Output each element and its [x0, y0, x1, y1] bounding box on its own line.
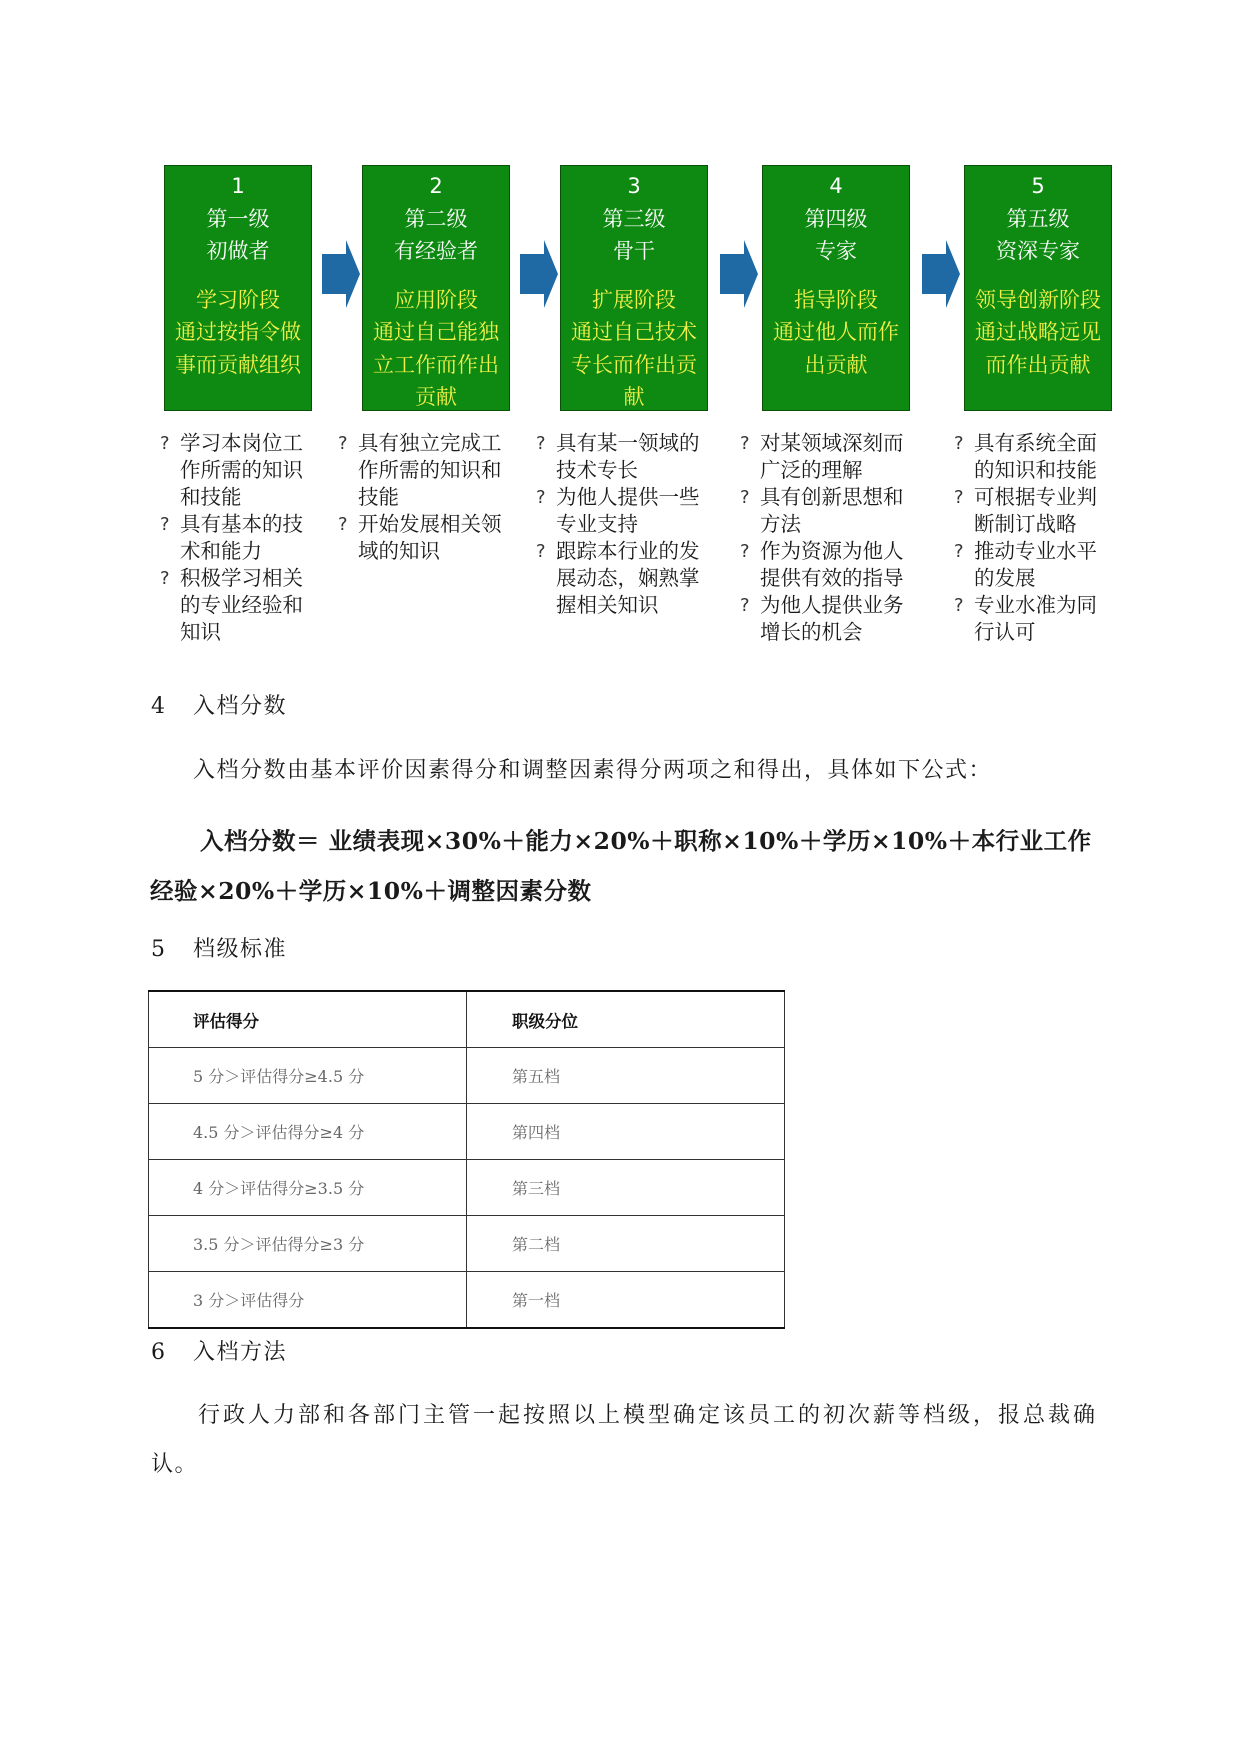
level-title: 初做者: [206, 239, 270, 263]
stage-line: 指导阶段: [794, 287, 878, 312]
level-box-1: [164, 165, 312, 411]
stage-line: 通过按指令做: [175, 320, 301, 344]
bullet-marker: ?: [338, 433, 348, 454]
list-item: ? 跟踪本行业的发 展动态，娴熟掌 握相关知识: [536, 539, 700, 617]
stage-line: 献: [623, 385, 645, 409]
level-number: 5: [1031, 174, 1045, 198]
list-item: ? 为他人提供一些 专业支持: [536, 485, 700, 536]
table-cell: 第四档: [467, 1104, 785, 1160]
paragraph: 行政人力部和各部门主管一起按照以上模型确定该员工的初次薪等档级，报总裁确: [198, 1403, 1099, 1428]
stage-line: 事而贡献组织: [175, 352, 301, 377]
list-item: ? 为他人提供业务 增长的机会: [740, 593, 904, 644]
stage-line: 通过他人而作: [773, 320, 899, 344]
level-title: 有经验者: [394, 239, 478, 263]
section-number: 4: [151, 694, 165, 719]
bullet-marker: ?: [160, 514, 170, 535]
level-number: 3: [627, 174, 641, 198]
list-item: ? 专业水准为同 行认可: [954, 593, 1097, 644]
bullet-marker: ?: [954, 541, 964, 562]
bullet-marker: ?: [740, 433, 750, 454]
table-cell: 4 分＞评估得分≥3.5 分: [149, 1160, 467, 1216]
formula: [150, 816, 1110, 916]
level-title: 专家: [815, 239, 857, 263]
stage-line: 贡献: [415, 385, 457, 409]
level-name: 第二级: [404, 206, 468, 231]
right-arrow-icon: [720, 240, 758, 308]
level-number: 4: [829, 174, 843, 198]
table-row: [149, 1104, 785, 1160]
stage-line: 扩展阶段: [592, 287, 676, 312]
level-number: 1: [231, 174, 245, 198]
section-heading: 入档分数: [193, 694, 288, 719]
formula-line: 经验×20%＋学历×10%＋调整因素分数: [150, 877, 592, 905]
level-name: 第五级: [1006, 206, 1070, 231]
stage-line: 而作出贡献: [985, 352, 1091, 377]
list-item: ? 作为资源为他人 提供有效的指导: [740, 539, 904, 590]
bullet-marker: ?: [338, 514, 348, 535]
table-row: [149, 1160, 785, 1216]
list-item: ? 具有独立完成工 作所需的知识和 技能: [338, 431, 502, 509]
right-arrow-icon: [922, 240, 960, 308]
table-row: [149, 1048, 785, 1104]
table-cell: 3.5 分＞评估得分≥3 分: [149, 1216, 467, 1272]
right-arrow-icon: [322, 240, 360, 308]
level-4-bullets: [740, 430, 920, 646]
table-cell: 3 分＞评估得分: [149, 1272, 467, 1329]
list-item: ? 具有系统全面 的知识和技能: [954, 431, 1097, 482]
list-item: ? 可根据专业判 断制订战略: [954, 485, 1097, 536]
stage-line: 通过战略远见: [975, 320, 1101, 344]
level-name: 第四级: [804, 206, 868, 231]
section-heading: 入档方法: [193, 1340, 288, 1365]
bullet-marker: ?: [536, 487, 546, 508]
column-header: 职级分位: [467, 991, 785, 1048]
bullet-marker: ?: [954, 595, 964, 616]
bullet-marker: ?: [954, 487, 964, 508]
bullet-marker: ?: [160, 568, 170, 589]
bullet-marker: ?: [954, 433, 964, 454]
stage-line: 通过自己技术: [571, 320, 697, 344]
bullet-marker: ?: [160, 433, 170, 454]
level-box-4: [762, 165, 910, 411]
table-cell: 5 分＞评估得分≥4.5 分: [149, 1048, 467, 1104]
stage-line: 学习阶段: [196, 287, 280, 312]
list-item: ? 具有某一领域的 技术专长: [536, 431, 700, 482]
level-2-bullets: [338, 430, 518, 565]
level-title: 资深专家: [996, 239, 1080, 263]
level-1-bullets: [160, 430, 320, 646]
table-row: [149, 1216, 785, 1272]
section-number: 6: [151, 1340, 165, 1365]
bullet-marker: ?: [740, 541, 750, 562]
paragraph: 入档分数由基本评价因素得分和调整因素得分两项之和得出，具体如下公式：: [193, 758, 993, 783]
level-5-bullets: [954, 430, 1124, 646]
bullet-marker: ?: [740, 595, 750, 616]
table-row: [149, 1272, 785, 1329]
table-header-row: [149, 991, 785, 1048]
level-box-2: [362, 165, 510, 411]
column-header: 评估得分: [149, 991, 467, 1048]
stage-line: 领导创新阶段: [975, 287, 1101, 312]
level-number: 2: [429, 174, 443, 198]
stage-line: 出贡献: [804, 352, 868, 377]
list-item: ? 学习本岗位工 作所需的知识 和技能: [160, 431, 303, 509]
list-item: ? 具有创新思想和 方法: [740, 485, 904, 536]
grade-table: [148, 990, 785, 1329]
section-number: 5: [151, 937, 165, 962]
level-box-3: [560, 165, 708, 411]
list-item: ? 积极学习相关 的专业经验和 知识: [160, 566, 303, 644]
list-item: ? 开始发展相关领 域的知识: [338, 512, 502, 563]
level-box-5: [964, 165, 1112, 411]
table-cell: 第二档: [467, 1216, 785, 1272]
stage-line: 立工作而作出: [373, 352, 499, 377]
table-cell: 第五档: [467, 1048, 785, 1104]
list-item: ? 推动专业水平 的发展: [954, 539, 1097, 590]
section-heading: 档级标准: [193, 937, 288, 962]
table-cell: 第三档: [467, 1160, 785, 1216]
level-name: 第三级: [602, 206, 666, 231]
list-item: ? 具有基本的技 术和能力: [160, 512, 303, 563]
right-arrow-icon: [520, 240, 558, 308]
paragraph: 认。: [151, 1452, 199, 1477]
level-3-bullets: [536, 430, 716, 619]
table-cell: 第一档: [467, 1272, 785, 1329]
list-item: ? 对某领域深刻而 广泛的理解: [740, 431, 904, 482]
bullet-marker: ?: [740, 487, 750, 508]
stage-line: 应用阶段: [394, 287, 478, 312]
level-name: 第一级: [206, 206, 270, 231]
table-cell: 4.5 分＞评估得分≥4 分: [149, 1104, 467, 1160]
bullet-marker: ?: [536, 433, 546, 454]
level-title: 骨干: [613, 239, 655, 263]
stage-line: 专长而作出贡: [571, 352, 697, 377]
bullet-marker: ?: [536, 541, 546, 562]
formula-line: 入档分数＝ 业绩表现×30%＋能力×20%＋职称×10%＋学历×10%＋本行业工作: [200, 827, 1092, 855]
stage-line: 通过自己能独: [373, 320, 499, 344]
